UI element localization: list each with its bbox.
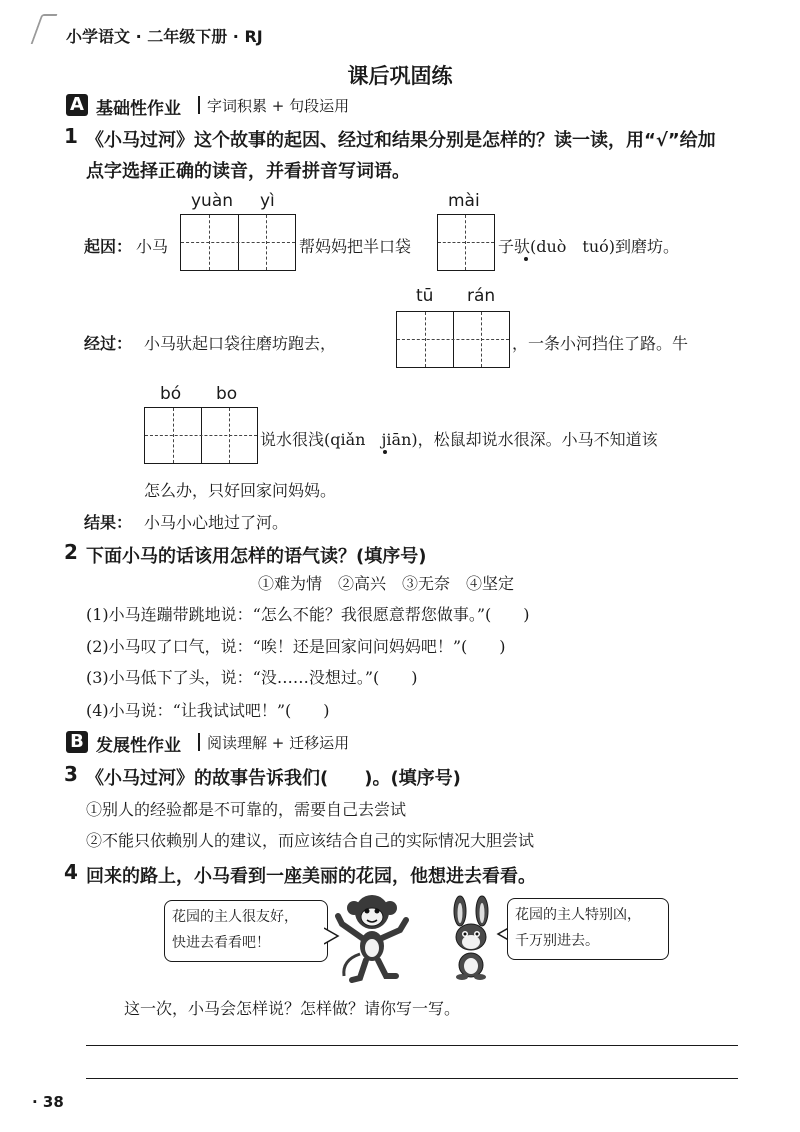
pinyin-bo1: bó	[160, 384, 182, 404]
q1-number: 1	[64, 124, 78, 148]
emphasis-dot-qian	[383, 450, 387, 454]
write-box-yuanyi[interactable]	[180, 214, 296, 271]
q2-item-2[interactable]: (2)小马叹了口气，说：“唉！还是回家问问妈妈吧！”( )	[86, 637, 506, 656]
monkey-illustration-icon	[334, 886, 412, 984]
section-a-subtitle: 字词积累 + 句段运用	[207, 97, 350, 115]
bubble-right-line2: 千万别进去。	[515, 933, 599, 949]
section-a-divider	[198, 96, 200, 114]
write-box-bobo[interactable]	[144, 407, 258, 464]
section-a-title: 基础性作业	[96, 99, 181, 119]
q4-prompt: 这一次，小马会怎样说？怎样做？请你写一写。	[124, 999, 461, 1018]
cause-label: 起因：	[84, 237, 133, 256]
answer-line-1[interactable]	[86, 1045, 738, 1046]
result-text: 小马小心地过了河。	[144, 513, 289, 532]
process-post: ，一条小河挡住了路。牛	[512, 334, 689, 353]
bubble-right-line1: 花园的主人特别凶，	[515, 907, 641, 923]
section-b-subtitle: 阅读理解 + 迁移运用	[207, 734, 350, 752]
q2-text: 下面小马的话该用怎样的语气读？(填序号)	[86, 546, 427, 567]
write-box-turan[interactable]	[396, 311, 510, 368]
rabbit-illustration-icon	[442, 895, 500, 981]
q2-item-4[interactable]: (4)小马说：“让我试试吧！”( )	[86, 701, 330, 720]
write-box-mai[interactable]	[437, 214, 495, 271]
cause-post: 子驮(duò tuó)到磨坊。	[498, 237, 680, 256]
cause-mid: 帮妈妈把半口袋	[299, 237, 412, 256]
section-b-badge: B	[66, 731, 88, 753]
q3-number: 3	[64, 762, 78, 786]
page-number: · 38	[32, 1093, 64, 1111]
answer-line-2[interactable]	[86, 1078, 738, 1079]
book-header: 小学语文 · 二年级下册 · RJ	[66, 27, 263, 46]
process-line2: 说水很浅(qiǎn jiān)，松鼠却说水很深。小马不知道该	[260, 430, 658, 449]
section-b-title: 发展性作业	[96, 736, 181, 756]
q2-options: ①难为情 ②高兴 ③无奈 ④坚定	[258, 574, 515, 593]
q1-text-line2: 点字选择正确的读音，并看拼音写词语。	[86, 161, 410, 182]
section-b-divider	[198, 733, 200, 751]
q3-option-1[interactable]: ①别人的经验都是不可靠的，需要自己去尝试	[86, 800, 407, 819]
q2-item-1[interactable]: (1)小马连蹦带跳地说：“怎么不能？我很愿意帮您做事。”( )	[86, 605, 530, 624]
pinyin-ran: rán	[467, 286, 496, 306]
emphasis-dot-tuo	[524, 257, 528, 261]
process-line3: 怎么办，只好回家问妈妈。	[144, 481, 337, 500]
pinyin-yi: yì	[260, 191, 275, 211]
result-label: 结果：	[84, 513, 133, 532]
corner-mark	[31, 14, 58, 44]
bubble-left-line1: 花园的主人很友好，	[172, 909, 298, 925]
q3-text: 《小马过河》的故事告诉我们( )。(填序号)	[86, 768, 461, 789]
q3-option-2[interactable]: ②不能只依赖别人的建议，而应该结合自己的实际情况大胆尝试	[86, 831, 535, 850]
q4-number: 4	[64, 860, 78, 884]
pinyin-bo2: bo	[216, 384, 238, 404]
section-a-badge: A	[66, 94, 88, 116]
pinyin-yuan: yuàn	[191, 191, 234, 211]
process-pre: 小马驮起口袋往磨坊跑去，	[144, 334, 337, 353]
bubble-left-line2: 快进去看看吧！	[172, 935, 270, 951]
pinyin-mai: mài	[448, 191, 480, 211]
q2-item-3[interactable]: (3)小马低下了头，说：“没……没想过。”( )	[86, 668, 418, 687]
q2-number: 2	[64, 540, 78, 564]
pinyin-tu: tū	[416, 286, 434, 306]
q4-text: 回来的路上，小马看到一座美丽的花园，他想进去看看。	[86, 866, 536, 887]
page-title: 课后巩固练	[347, 64, 453, 88]
q1-text-line1: 《小马过河》这个故事的起因、经过和结果分别是怎样的？读一读，用“√”给加	[86, 130, 716, 151]
cause-pre: 小马	[136, 237, 169, 256]
process-label: 经过：	[84, 334, 133, 353]
